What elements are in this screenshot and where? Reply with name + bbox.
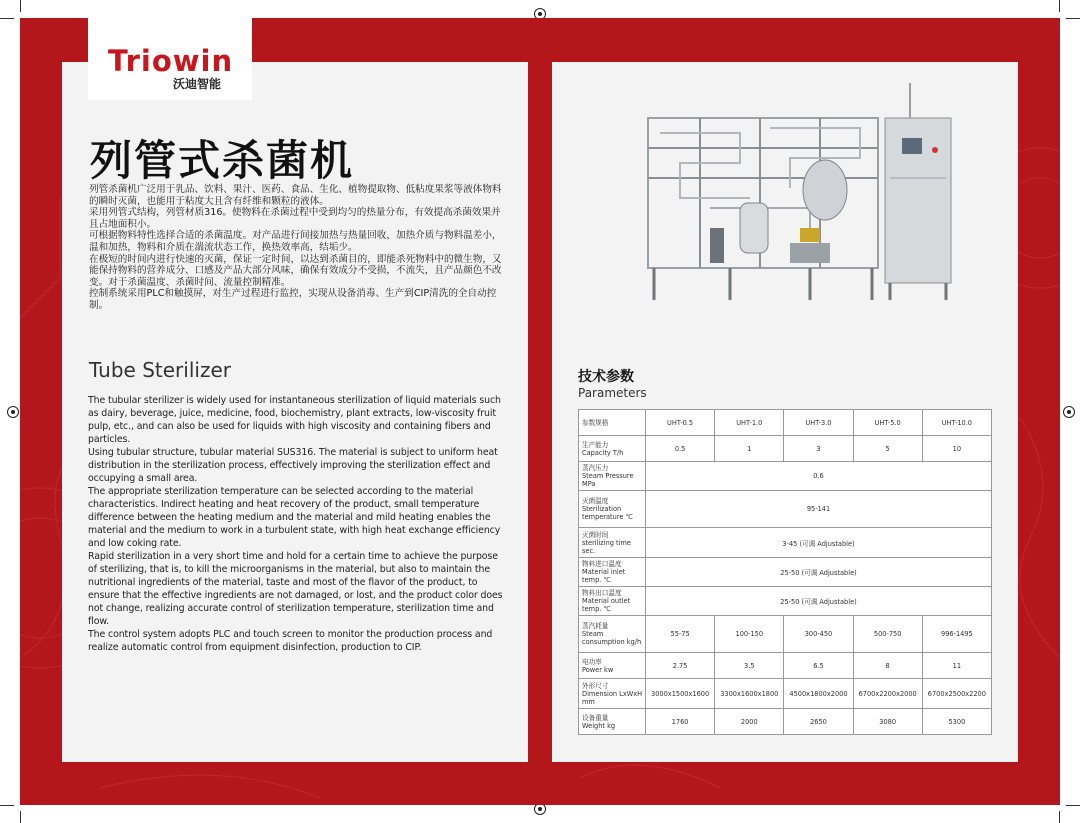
paragraph-cn: 可根据物料特性选择合适的杀菌温度。对产品进行间接加热与热量回收，加热介质与物料温差小，温和加热，物料和介质在湍流状态工作，换热效率高，结垢少。 (89, 230, 502, 253)
table-cell: 11 (922, 653, 991, 679)
table-cell: 100-150 (715, 616, 784, 653)
table-row (579, 558, 992, 587)
row-label-en: Sterilization temperature ℃ (582, 505, 633, 521)
row-label (579, 616, 646, 653)
row-label-cn: 蒸汽耗量 (582, 622, 609, 630)
row-label-en: Dimension LxWxH mm (582, 689, 643, 706)
parameters-title-en: Parameters (578, 386, 647, 400)
row-label (579, 587, 646, 616)
table-cell: 3080 (853, 709, 922, 735)
row-label-cn: 物料进口温度 (582, 560, 622, 568)
table-cell: 300-450 (784, 616, 853, 653)
paragraph-en: The tubular sterilizer is widely used for instantaneous sterilization of liquid materials such as dairy, beverage, juice, medicine, food, biochemistry, plant extracts, low-viscosity fruit pulp, etc., and can also be used for liquids with high viscosity and containing fibers and particles. (88, 395, 501, 445)
row-label-en: Power kw (582, 665, 614, 674)
table-row (579, 709, 992, 735)
table-cell: 2.75 (646, 653, 715, 679)
row-label (579, 436, 646, 462)
table-cell: 0.5 (646, 436, 715, 462)
tube-sterilizer-machine-image (640, 78, 958, 310)
table-cell: 500-750 (853, 616, 922, 653)
table-cell: 2650 (784, 709, 853, 735)
registration-mark (1063, 406, 1075, 418)
row-label-cn: 电功率 (582, 657, 602, 666)
row-label (579, 558, 646, 587)
table-cell: UHT-0.5 (646, 410, 715, 436)
row-label-en: Material inlet temp. ℃ (582, 568, 626, 584)
row-label-cn: 外形尺寸 (582, 681, 609, 690)
crop-mark (1059, 0, 1060, 12)
table-cell-merged: 0.6 (646, 462, 992, 491)
description-cn (89, 184, 507, 312)
table-cell: 5 (853, 436, 922, 462)
table-cell: 996-1495 (922, 616, 991, 653)
table-cell: 5300 (922, 709, 991, 735)
table-cell: 3000x1500x1600 (646, 679, 715, 709)
table-row (579, 679, 992, 709)
table-cell: 55-75 (646, 616, 715, 653)
description-en (88, 394, 508, 654)
parameters-table (578, 409, 992, 735)
table-cell: 8 (853, 653, 922, 679)
paragraph-en: The control system adopts PLC and touch screen to monitor the production process and realize automatic control from equipment disinfection, production to CIP. (88, 629, 493, 653)
row-label-en: Steam consumption kg/h (582, 630, 642, 646)
row-label-en: Steam Pressure MPa (582, 472, 634, 488)
table-cell: 3.5 (715, 653, 784, 679)
table-cell: 1 (715, 436, 784, 462)
table-row (579, 587, 992, 616)
crop-mark (1066, 805, 1080, 806)
paragraph-cn: 在极短的时间内进行快速的灭菌，保证一定时间，以达到杀菌目的，即能杀死物料中的微生物，又能保持物料的营养成分、口感及产品大部分风味，确保有效成分不受损，不流失，且产品颜色不改变。对于杀菌温度、杀菌时间、流量控制精准。 (89, 253, 502, 288)
table-cell: UHT-10.0 (922, 410, 991, 436)
row-label (579, 653, 646, 679)
table-cell: 6.5 (784, 653, 853, 679)
crop-mark (1059, 811, 1060, 823)
table-cell-merged: 25-50 (可调 Adjustable) (646, 558, 992, 587)
table-cell: 4500x1800x2000 (784, 679, 853, 709)
table-cell: 2000 (715, 709, 784, 735)
crop-mark (1066, 18, 1080, 19)
paragraph-cn: 控制系统采用PLC和触摸屏，对生产过程进行监控，实现从设备消毒、生产到CIP清洗的全自动控制。 (89, 288, 497, 311)
table-cell: 10 (922, 436, 991, 462)
table-row (579, 491, 992, 528)
row-label (579, 491, 646, 528)
parameters-title-cn: 技术参数 (578, 369, 634, 385)
table-cell: UHT-5.0 (853, 410, 922, 436)
brand-logo: Triowin (108, 44, 234, 78)
table-row (579, 616, 992, 653)
crop-mark (20, 0, 21, 12)
crop-mark (0, 805, 14, 806)
table-row (579, 528, 992, 558)
table-cell: 3 (784, 436, 853, 462)
row-label (579, 462, 646, 491)
row-label-cn: 蒸汽压力 (582, 464, 609, 472)
paragraph-cn: 列管杀菌机广泛用于乳品、饮料、果汁、医药、食品、生化、植物提取物、低粘度果浆等液体物料的瞬时灭菌，也能用于粘度大且含有纤维和颗粒的液体。 (89, 184, 502, 207)
page-title-cn: 列管式杀菌机 (90, 136, 355, 185)
table-row (579, 653, 992, 679)
table-cell-merged: 25-50 (可调 Adjustable) (646, 587, 992, 616)
row-label (579, 679, 646, 709)
table-cell: 6700x2200x2000 (853, 679, 922, 709)
registration-mark (7, 406, 19, 418)
table-row (579, 436, 992, 462)
row-label-cn: 灭菌时间 (582, 530, 609, 539)
row-label-en: Weight kg (582, 721, 616, 730)
row-label (579, 709, 646, 735)
row-label-en: Capacity T/h (582, 448, 624, 457)
table-cell-merged: 3-45 (可调 Adjustable) (646, 528, 992, 558)
crop-mark (0, 18, 14, 19)
brand-logo-cn: 沃迪智能 (173, 77, 222, 91)
paragraph-en: Rapid sterilization in a very short time and hold for a certain time to achieve the purpose of sterilizing, that is, to kill the microorganisms in the material, but also to maintain the nutritional ingredients of the material, taste and most of the flavor of the product, to ensure that the effective ingredients are not damaged, or lost, and the product color does not change, realizing accurate control of sterilization temperature, sterilization time and flow. (88, 551, 503, 627)
table-cell: UHT-1.0 (715, 410, 784, 436)
paragraph-en: The appropriate sterilization temperature can be selected according to the material characteristics. Indirect heating and heat recovery of the product, small temperature difference between the heating medium and the material and mild heating enables the material and the medium to work in a turbulent state, with high heat exchange efficiency and low coking rate. (88, 486, 501, 549)
row-label-cn: 灭菌温度 (582, 497, 609, 505)
row-label-en: sterilizing time sec. (582, 538, 631, 555)
page-title-en: Tube Sterilizer (89, 358, 231, 382)
table-cell: 1760 (646, 709, 715, 735)
row-label-en: Material outlet temp. ℃ (582, 597, 631, 613)
table-cell-merged: 95-141 (646, 491, 992, 528)
paragraph-cn: 采用列管式结构，列管材质316。使物料在杀菌过程中受到均匀的热量分布，有效提高杀菌效果并且占地面积小。 (89, 207, 501, 230)
table-cell: 6700x2500x2200 (922, 679, 991, 709)
table-cell: UHT-3.0 (784, 410, 853, 436)
row-label-cn: 物料出口温度 (582, 589, 622, 597)
table-header-row (579, 410, 992, 436)
table-cell: 参数规格 (579, 410, 646, 436)
table-row (579, 462, 992, 491)
row-label (579, 528, 646, 558)
row-label-cn: 生产能力 (582, 440, 609, 449)
crop-mark (20, 811, 21, 823)
row-label-cn: 设备重量 (582, 713, 609, 722)
table-cell: 3300x1600x1800 (715, 679, 784, 709)
paragraph-en: Using tubular structure, tubular material SUS316. The material is subject to uniform heat distribution in the sterilization process, effectively improving the sterilization effect and occupying a small area. (88, 447, 498, 484)
